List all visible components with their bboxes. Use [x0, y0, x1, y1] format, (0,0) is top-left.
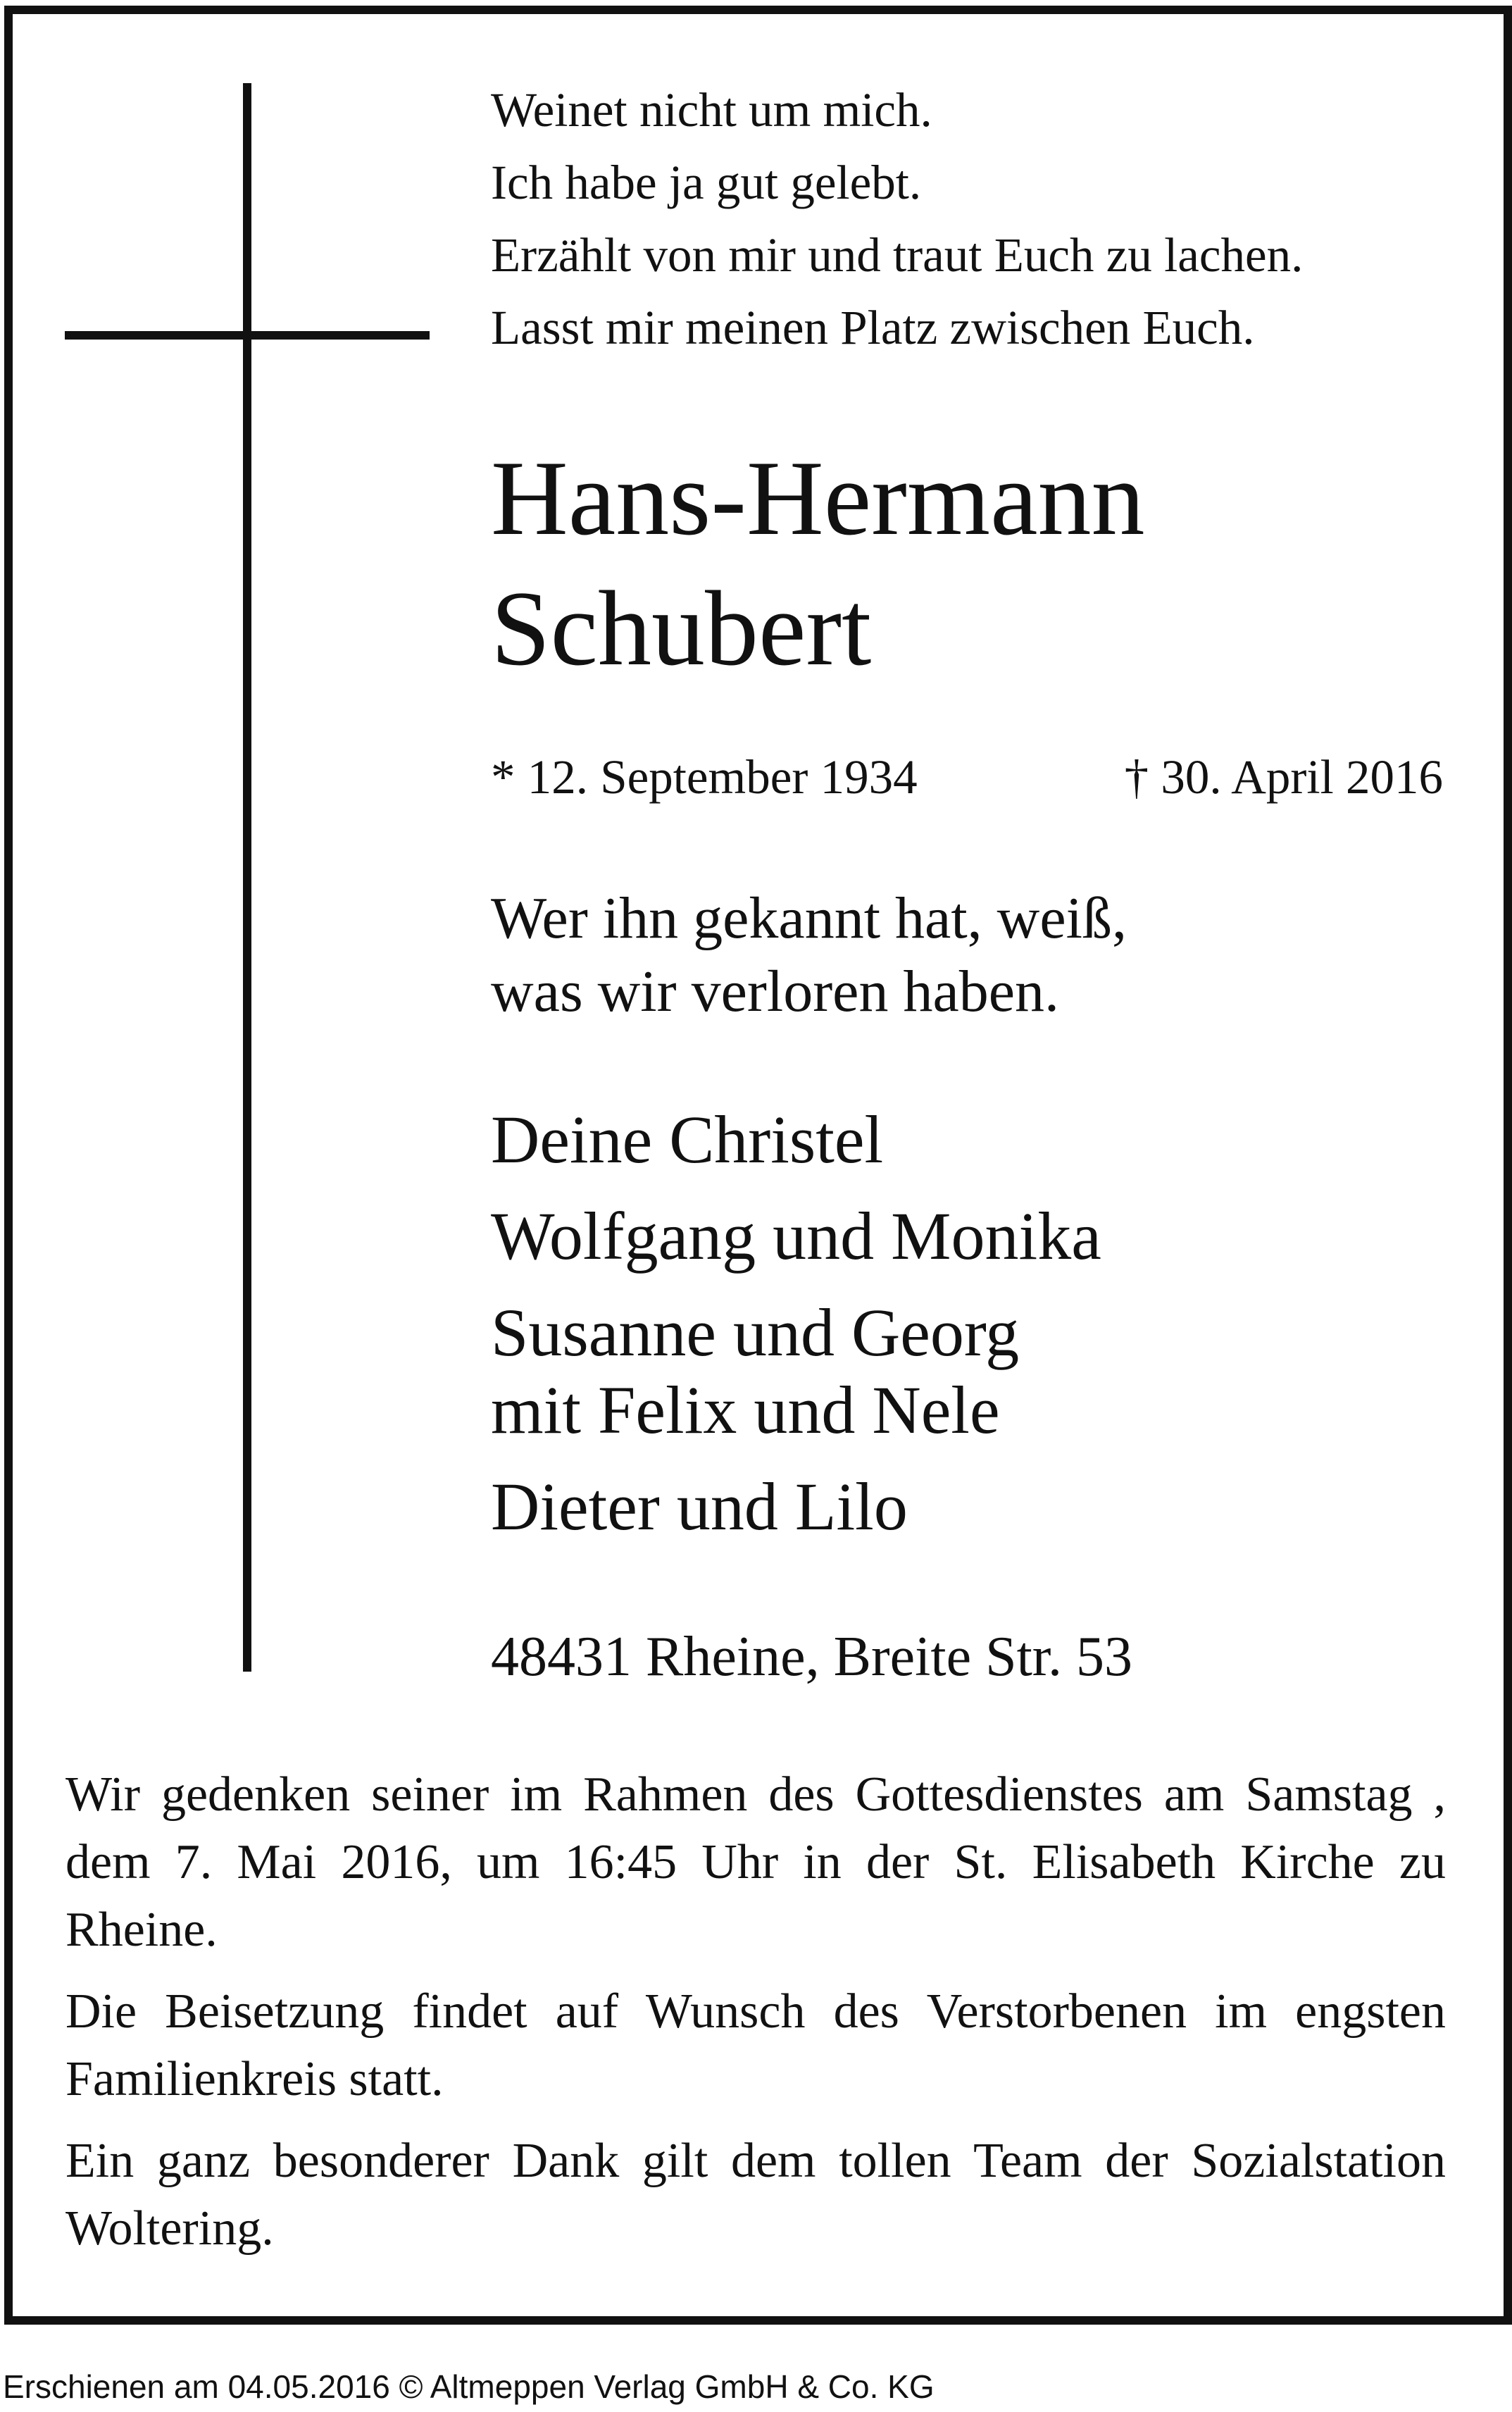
mourner-group: [491, 1468, 1101, 1546]
death-date: † 30. April 2016: [1124, 750, 1443, 804]
poem-line: Erzählt von mir und traut Euch zu lachen.: [491, 228, 1304, 282]
mourner-group: [491, 1198, 1101, 1275]
burial-note: Die Beisetzung findet auf Wunsch des Verstorbenen im engsten Familienkreis statt.: [65, 1984, 1446, 2106]
family-address: 48431 Rheine, Breite Str. 53: [491, 1626, 1133, 1688]
mourner-line: Dieter und Lilo: [491, 1469, 908, 1544]
service-note: Wir gedenken seiner im Rahmen des Gottesdienstes am Samstag , dem 7. Mai 2016, um 16:45 Uhr in der St. Elisabeth Kirche zu Rheine.: [65, 1767, 1446, 1957]
mourner-line: Wolfgang und Monika: [491, 1198, 1101, 1274]
publication-footer: Erschienen am 04.05.2016 © Altmeppen Verlag GmbH & Co. KG: [3, 2368, 935, 2405]
memorial-quote: [491, 882, 1127, 1028]
thanks-note: Ein ganz besonderer Dank gilt dem tollen Team der Sozialstation Woltering.: [65, 2134, 1446, 2256]
poem: [491, 74, 1303, 364]
quote-line: was wir verloren haben.: [491, 959, 1060, 1024]
poem-line: Ich habe ja gut gelebt.: [491, 156, 922, 209]
mourner-group: [491, 1294, 1101, 1449]
deceased-last-name: Schubert: [491, 569, 872, 688]
mourner-line: mit Felix und Nele: [491, 1372, 1000, 1448]
mourner-group: [491, 1101, 1101, 1179]
deceased-first-name: Hans-Hermann: [491, 439, 1145, 557]
service-notes: [65, 1761, 1446, 2277]
life-dates: [491, 745, 1443, 809]
deceased-name: [491, 433, 1145, 694]
birth-date: * 12. September 1934: [491, 750, 918, 804]
cross-icon-crossbar: [65, 331, 430, 340]
mourner-line: Deine Christel: [491, 1102, 884, 1177]
cross-icon: [243, 83, 251, 1672]
poem-line: Weinet nicht um mich.: [491, 83, 932, 137]
mourners-list: [491, 1101, 1101, 1565]
poem-line: Lasst mir meinen Platz zwischen Euch.: [491, 301, 1255, 354]
mourner-line: Susanne und Georg: [491, 1295, 1020, 1370]
quote-line: Wer ihn gekannt hat, weiß,: [491, 885, 1127, 951]
